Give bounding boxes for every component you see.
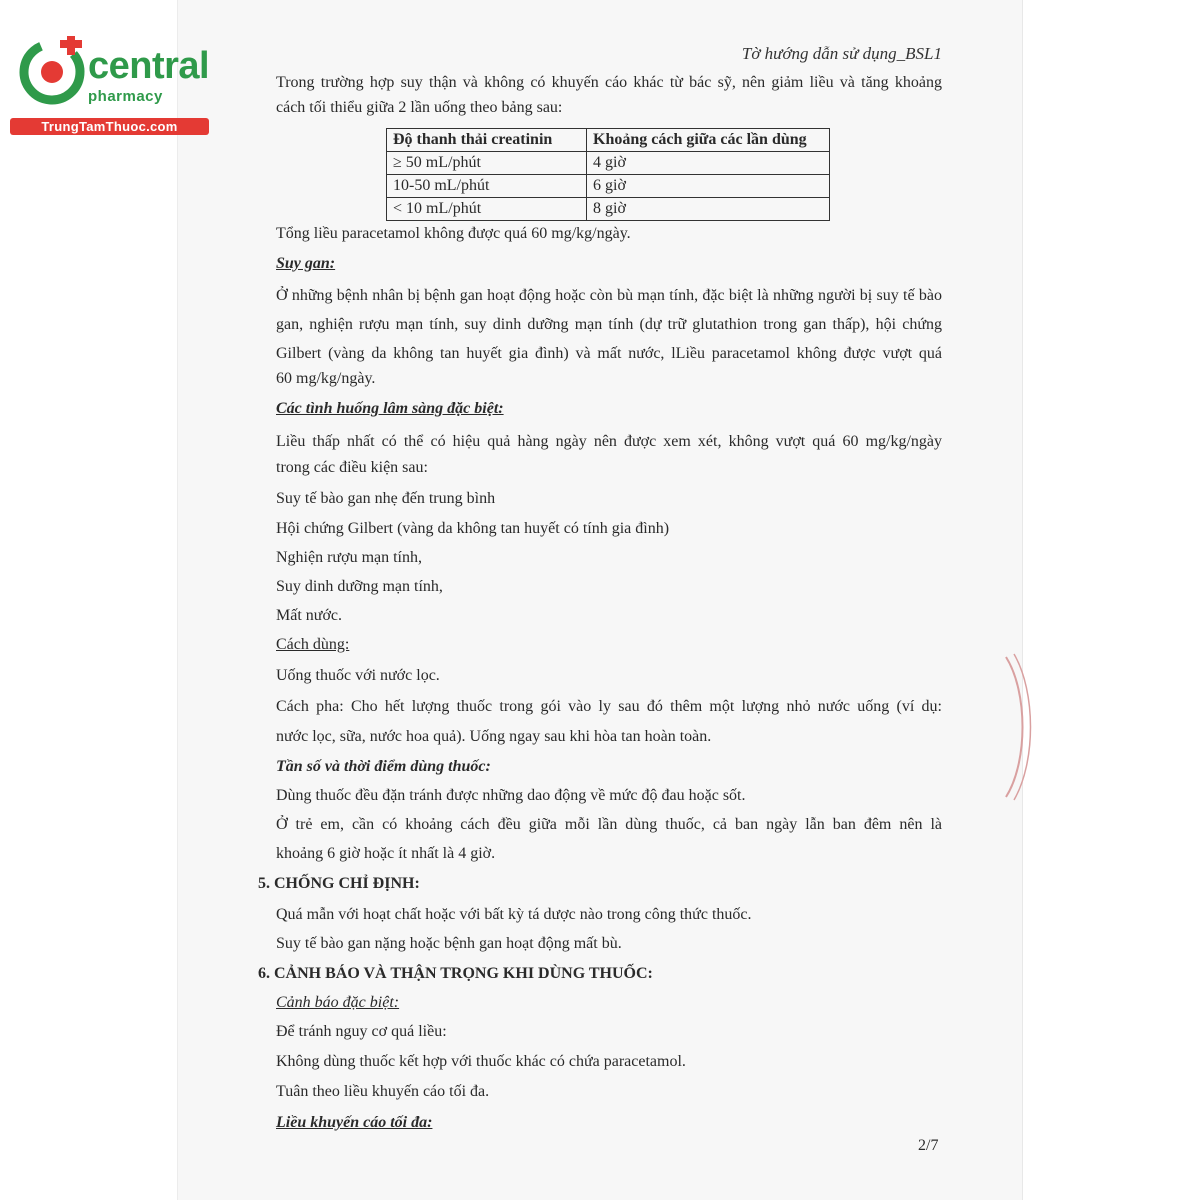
special-line-1: Liều thấp nhất có thể có hiệu quả hàng ngày nên được xem xét, không vượt quá 60 mg/kg/ngày: [276, 433, 942, 450]
logo-banner: TrungTamThuoc.com: [10, 118, 209, 135]
usage-line-3: nước lọc, sữa, nước hoa quả). Uống ngay sau khi hòa tan hoàn toàn.: [276, 728, 712, 745]
suy-gan-line-2: gan, nghiện rượu mạn tính, suy dinh dưỡng mạn tính (dự trữ glutathion trong gan thấp), hội chứng: [276, 316, 942, 333]
usage-line-1: Uống thuốc với nước lọc.: [276, 667, 440, 684]
table-header-cell: Độ thanh thải creatinin: [387, 129, 587, 152]
section-5-line-2: Suy tế bào gan nặng hoặc bệnh gan hoạt động mất bù.: [276, 935, 622, 952]
frequency-line-3: khoảng 6 giờ hoặc ít nhất là 4 giờ.: [276, 845, 496, 862]
table-cell: 4 giờ: [587, 152, 830, 175]
section-6-line-2: Không dùng thuốc kết hợp với thuốc khác có chứa paracetamol.: [276, 1053, 686, 1070]
suy-gan-line-4: 60 mg/kg/ngày.: [276, 370, 376, 387]
table-cell: 10-50 mL/phút: [387, 175, 587, 198]
frequency-line-2: Ở trẻ em, cần có khoảng cách đều giữa mỗi lần dùng thuốc, cả ban ngày lẫn ban đêm nên là: [276, 816, 942, 833]
special-line-7: Mất nước.: [276, 607, 343, 624]
special-title: Các tình huống lâm sàng đặc biệt:: [276, 400, 504, 417]
table-row: [387, 152, 830, 175]
section-6-line-3: Tuân theo liều khuyến cáo tối đa.: [276, 1083, 490, 1100]
table-row: [387, 175, 830, 198]
section-6-line-1: Để tránh nguy cơ quá liều:: [276, 1023, 447, 1040]
suy-gan-line-3: Gilbert (vàng da không tan huyết gia đình) và mất nước, lLiều paracetamol không được vượt quá: [276, 345, 942, 362]
special-line-5: Nghiện rượu mạn tính,: [276, 549, 422, 566]
usage-title: Cách dùng:: [276, 636, 350, 653]
total-dose-text: Tổng liều paracetamol không được quá 60 mg/kg/ngày.: [276, 225, 631, 242]
section-6-subtitle: Cảnh báo đặc biệt:: [276, 994, 400, 1011]
table-cell: ≥ 50 mL/phút: [387, 152, 587, 175]
intro-line-1: Trong trường hợp suy thận và không có khuyến cáo khác từ bác sỹ, nên giảm liều và tăng khoảng: [276, 74, 942, 91]
section-5-heading: 5. CHỐNG CHỈ ĐỊNH:: [258, 875, 420, 892]
max-dose-title: Liều khuyến cáo tối đa:: [276, 1114, 433, 1131]
table-row: [387, 198, 830, 221]
special-line-2: trong các điều kiện sau:: [276, 459, 428, 476]
table-cell: 8 giờ: [587, 198, 830, 221]
usage-line-2: Cách pha: Cho hết lượng thuốc trong gói vào ly sau đó thêm một lượng nhỏ nước uống (ví dụ:: [276, 698, 942, 715]
logo-name: central: [88, 45, 210, 87]
intro-line-2: cách tối thiểu giữa 2 lần uống theo bảng sau:: [276, 99, 563, 116]
logo-subtitle: pharmacy: [88, 88, 163, 105]
special-line-4: Hội chứng Gilbert (vàng da không tan huyết có tính gia đình): [276, 520, 670, 537]
table-cell: < 10 mL/phút: [387, 198, 587, 221]
frequency-title: Tần số và thời điểm dùng thuốc:: [276, 758, 491, 775]
suy-gan-title: Suy gan:: [276, 255, 336, 272]
special-line-3: Suy tế bào gan nhẹ đến trung bình: [276, 490, 496, 507]
section-5-line-1: Quá mẫn với hoạt chất hoặc với bất kỳ tá dược nào trong công thức thuốc.: [276, 906, 752, 923]
table-header-row: [387, 129, 830, 152]
table-header-cell: Khoảng cách giữa các lần dùng: [587, 129, 830, 152]
suy-gan-line-1: Ở những bệnh nhân bị bệnh gan hoạt động hoặc còn bù mạn tính, đặc biệt là những người bị suy tế bào: [276, 287, 942, 304]
creatinine-table: [386, 128, 830, 221]
page-number: 2/7: [918, 1137, 939, 1154]
section-6-heading: 6. CẢNH BÁO VÀ THẬN TRỌNG KHI DÙNG THUỐC:: [258, 965, 653, 982]
special-line-6: Suy dinh dưỡng mạn tính,: [276, 578, 443, 595]
document-header: Tờ hướng dẫn sử dụng_BSL1: [741, 44, 942, 63]
table-cell: 6 giờ: [587, 175, 830, 198]
frequency-line-1: Dùng thuốc đều đặn tránh được những dao động về mức độ đau hoặc sốt.: [276, 787, 746, 804]
stamp-fragment-icon: [998, 652, 1038, 802]
